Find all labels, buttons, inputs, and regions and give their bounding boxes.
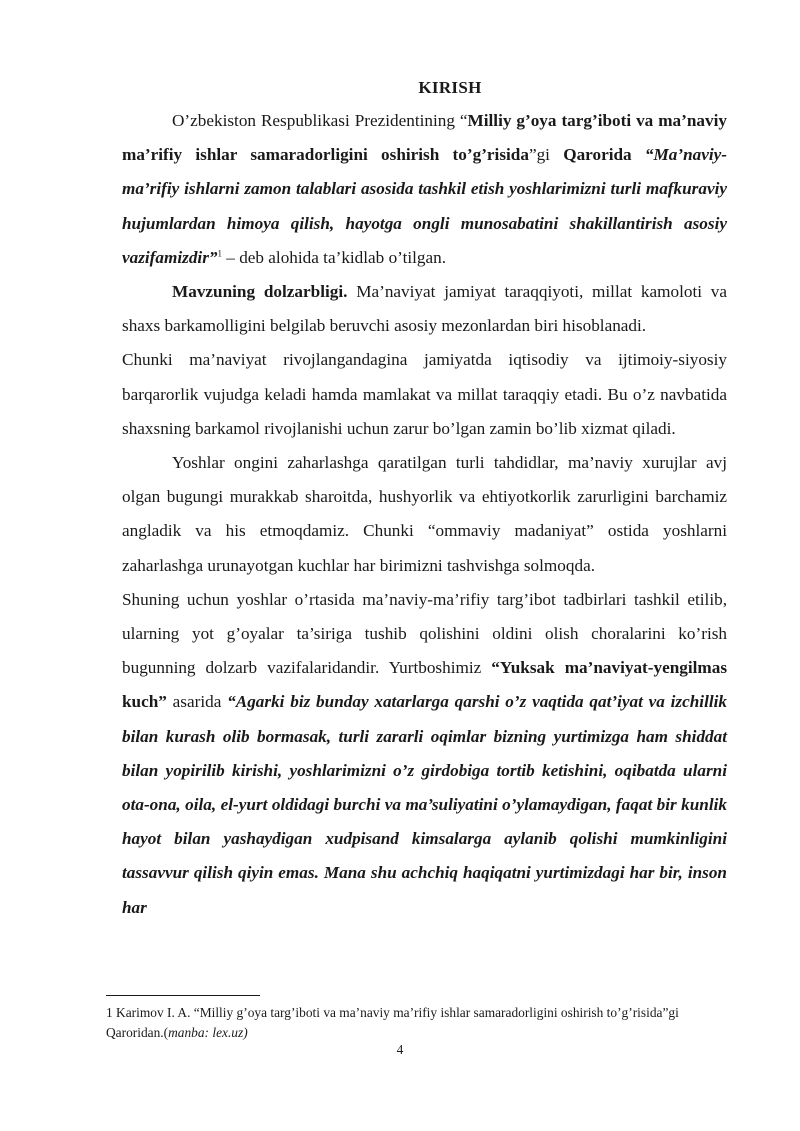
book-quote: “Agarki biz bunday xatarlarga qarshi o’z vaqtida qat’iyat va izchillik bilan kurash olib bormasak, turli zararli oqimlar bizning yurtimizga ham shiddat bilan yopirilib kirishi, yoshlarimizni o’z girdobiga tortib ketishini, oqibatda ularni ota-ona, oila, el-yurt oldidagi burchi va ma’suliyatini o’ylamaydigan, faqat bir kunlik hayot bilan yashaydigan xudpisand kimsalarga aylanib qolishi mumkinligini tassavvur qilish qiyin emas. Mana shu achchiq haqiqatni yurtimizdagi har bir, inson har — [122, 692, 727, 917]
paragraph-threats: Yoshlar ongini zaharlashga qaratilgan turli tahdidlar, ma’naviy xurujlar avj olgan bugungi murakkab sharoitda, hushyorlik va ehtiyotkorlik zarurligini barchamiz angladik va his etmoqdamiz. Chunki “ommaviy madaniyat” ostida yoshlarni zaharlashga urunayotgan kuchlar har birimizni tashvishga solmoqda. — [122, 453, 727, 575]
decree-quote: “Ma’naviy-ma’rifiy ishlarni zamon talablari asosida tashkil etish yoshlarimizni turli mafkuraviy hujumlardan himoya qilish, hayotga ongli munosabatini shakillantirish asosiy vazifamizdir” — [122, 145, 727, 267]
page-number: 4 — [396, 1042, 404, 1057]
relevance-text: Ma’naviyat jamiyat taraqqiyoti, millat kamoloti va shaxs barkamolligini belgilab beruvchi asosiy mezonlardan biri hisoblanadi. — [122, 282, 728, 336]
footnote-text: 1 Karimov I. A. “Milliy g’oya targ’iboti va ma’naviy ma’rifiy ishlar samaradorligini oshirish to’g’risida”gi Qaroridan.( — [106, 1005, 679, 1040]
body-text — [122, 104, 727, 925]
intro-text-end: – deb alohida ta’kidlab o’tilgan. — [222, 247, 447, 267]
paragraph-intro — [122, 104, 727, 275]
intro-text: O’zbekiston Respublikasi Prezidentining “ — [172, 111, 468, 130]
footnote-source: manba: lex.uz) — [168, 1025, 248, 1040]
footnote-divider — [106, 995, 260, 996]
footnote — [106, 1003, 726, 1043]
intro-text: ”gi — [528, 145, 564, 165]
threats-text: asarida — [166, 692, 228, 712]
book-title: “Yuksak ma’naviyat-yengilmas kuch” — [122, 658, 728, 712]
decree-word: Qarorida — [563, 145, 632, 165]
relevance-heading: Mavzuning dolzarbligi. — [172, 282, 348, 302]
page-title: KIRISH — [418, 78, 482, 97]
footnote-marker: 1 — [217, 248, 222, 259]
threats-text: Shuning uchun yoshlar o’rtasida ma’naviy-ma’rifiy targ’ibot tadbirlari tashkil etilib, ularning yot g’oyalar ta’siriga tushib qolishini oldini olish choralarini ko’rish bugunning dolzarb vazifalaridandir. Yurtboshimiz — [122, 589, 727, 678]
paragraph-relevance — [122, 275, 727, 343]
decree-title: Milliy g’oya targ’iboti va ma’naviy ma’rifiy ishlar samaradorligini oshirish to’g’risida — [122, 111, 727, 165]
paragraph-threats-cont — [122, 583, 727, 925]
paragraph-relevance-cont: Chunki ma’naviyat rivojlangandagina jamiyatda iqtisodiy va ijtimoiy-siyosiy barqarorlik vujudga keladi hamda mamlakat va millat taraqqiy etadi. Bu o’z navbatida shaxsning barkamol rivojlanishi uchun zarur bo’lgan zamin bo’lib xizmat qiladi. — [122, 350, 727, 438]
